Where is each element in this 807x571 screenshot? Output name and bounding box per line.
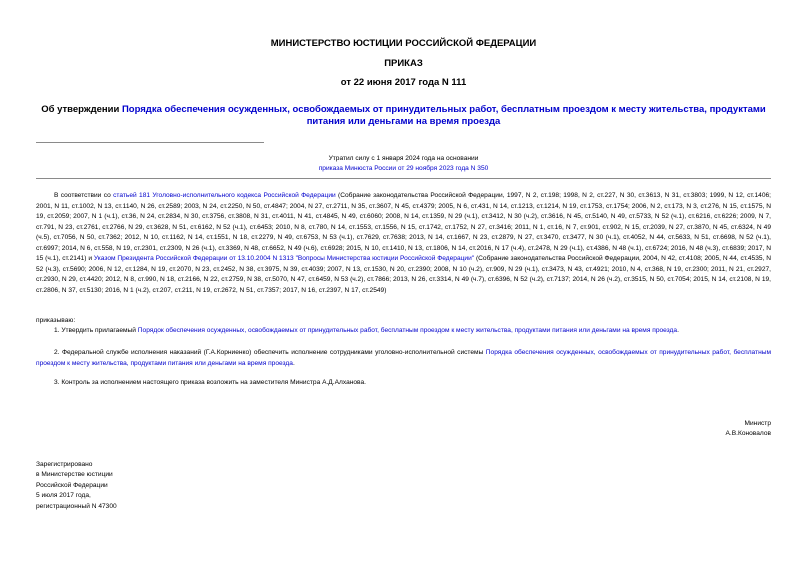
registration-block [36, 460, 117, 512]
preamble-paragraph [36, 191, 771, 296]
registration-line-4: 5 июля 2017 года, [36, 492, 91, 500]
document-title [36, 104, 771, 128]
document-type: ПРИКАЗ [384, 58, 423, 69]
order-word: приказываю: [36, 317, 76, 324]
registration-line-2: в Министерстве юстиции [36, 471, 113, 479]
separator-short [36, 142, 264, 143]
item-3: 3. Контроль за исполнением настоящего приказа возложить на заместителя Министра А.Д.Алханова. [54, 379, 366, 386]
item-2-prefix: 2. Федеральной службе исполнения наказаний (Г.А.Корниенко) обеспечить исполнение сотрудниками уголовно-исполнительной системы [54, 349, 486, 356]
registration-line-3: Российской Федерации [36, 481, 108, 489]
title-prefix: Об утверждении [41, 104, 122, 115]
separator-full [36, 178, 771, 179]
ministry-heading: МИНИСТЕРСТВО ЮСТИЦИИ РОССИЙСКОЙ ФЕДЕРАЦИИ [270, 38, 537, 49]
item-1-prefix: 1. Утвердить прилагаемый [54, 327, 138, 334]
item-1-procedure-link[interactable]: Порядок обеспечения осужденных, освобождаемых от принудительных работ, бесплатным проездом к месту жительства, продуктами питания или деньгами на время проезда [137, 327, 678, 334]
item-2 [36, 348, 771, 369]
document-date-number: от 22 июня 2017 года N 111 [340, 77, 467, 88]
item-1-suffix: . [677, 327, 679, 334]
signature-role: Министр [744, 420, 771, 427]
status-text: Утратил силу с 1 января 2024 года на основании [328, 155, 479, 162]
preamble-intro: В соответствии со [54, 192, 114, 199]
presidential-decree-link[interactable]: Указом Президента Российской Федерации от 13.10.2004 N 1313 "Вопросы Министерства юстиции Российской Федерации" [93, 255, 475, 262]
preamble-citations-2: (Собрание законодательства Российской Федерации, 2004, N 42, ст.4108; 2005, N 44, ст.4535, N 52 (ч.3), ст.5690; 2006, N 12, ст.1284, N 19, ст.2070, N 23, ст.2452, N 38, ст.3975, N 39, ст.4039; 2007, N 13, ст.1530, N 20, ст.2390; 2008, N 10 (ч.2), ст.909, N 29 (ч.1), ст.3473, N 43, ст.4921; 2010, N 4, ст.368, N 19, ст.2300; 2011, N 21, ст.2927, ст.2930, N 29, ст.4420; 2012, N 8, ст.990, N 18, ст.2166, N 22, ст.2759, N 38, ст.5070, N 47, ст.6459, N 53 (ч.2), ст.7866; 2013, N 26, ст.3314, N 49 (ч.7), ст.6396, N 52 (ч.2), ст.7137; 2014, N 26 (ч.2), ст.3515, N 50, ст.7054; 2015, N 14, ст.2108, N 19, ст.2806, N 37, ст.5130; 2016, N 1 (ч.2), ст.207, ст.211, N 19, ст.2672, N 51, ст.7357; 2017, N 16, ст.2397, N 17, ст.2549) [36, 255, 771, 294]
status-repeal-link[interactable]: приказа Минюста России от 29 ноября 2023 года N 350 [318, 165, 489, 172]
registration-line-1: Зарегистрировано [36, 461, 93, 468]
item-2-suffix: . [292, 359, 295, 367]
penal-code-link[interactable]: статьей 181 Уголовно-исполнительного кодекса Российской Федерации [113, 192, 336, 199]
title-procedure-link[interactable]: Порядка обеспечения осужденных, освобождаемых от принудительных работ, бесплатным проездом к месту жительства, продуктами питания или деньгами на время проезда [121, 104, 766, 127]
signature-block [726, 419, 771, 439]
item-1 [36, 326, 771, 337]
registration-line-5: регистрационный N 47300 [36, 502, 117, 510]
status-note [36, 154, 771, 174]
preamble-citations-1: (Собрание законодательства Российской Федерации, 1997, N 2, ст.198; 1998, N 2, ст.227, N 30, ст.3613, N 31, ст.3803; 1999, N 12, ст.1406; 2001, N 11, ст.1002, N 13, ст.1140, N 26, ст.2589; 2003, N 24, ст.2250, N 50, ст.4847; 2004, N 27, ст.2711, N 35, ст.3607, N 45, ст.4379; 2005, N 6, ст.431, N 14, ст.1213, ст.1214, N 19, ст.1753, ст.1754; 2006, N 2, ст.173, N 3, ст.276, N 15, ст.1575, N 19, ст.2059; 2007, N 1 (ч.1), ст.36, N 24, ст.2834, N 30, ст.3756, ст.3808, N 31, ст.4011, N 41, ст.4845, N 49, ст.6060; 2008, N 14, ст.1359, N 29 (ч.1), ст.3412, N 30 (ч.2), ст.3616, N 45, ст.5140, N 49, ст.5733, N 52 (ч.1), ст.6216, ст.6226; 2009, N 7, ст.791, N 23, ст.2761, ст.2766, N 29, ст.3628, N 51, ст.6162, N 52 (ч.1), ст.6453; 2010, N 8, ст.780, N 14, ст.1553, ст.1556, N 15, ст.1742, ст.1752, N 27, ст.3416; 2011, N 1, ст.16, N 7, ст.901, ст.902, N 15, ст.2039, N 27, ст.3870, N 45, ст.6324, N 49 (ч.5), ст.7056, N 50, ст.7362; 2012, N 10, ст.1162, N 14, ст.1551, N 18, ст.2279, N 49, ст.6753, N 53 (ч.1), ст.7629, ст.7638; 2013, N 14, ст.1667, N 23, ст.2879, N 27, ст.3470, ст.3477, N 30 (ч.1), ст.4052, N 44, ст.5633, N 51, ст.6698, N 52 (ч.1), ст.6997; 2014, N 6, ст.558, N 19, ст.2301, ст.2309, N 26 (ч.1), ст.3369, N 48, ст.6652, N 49 (ч.6), ст.6928; 2015, N 10, ст.1410, N 13, ст.1806, N 14, ст.2016, N 17 (ч.4), ст.2478, N 29 (ч.1), ст.4386, N 48 (ч.1), ст.6724; 2016, N 48 (ч.3), ст.6839; 2017, N 15 (ч.1), ст.2141) и [36, 192, 771, 262]
signature-name: А.В.Коновалов [725, 430, 771, 437]
item-2-procedure-link[interactable]: Порядка обеспечения осужденных, освобождаемых от принудительных работ, бесплатным проездом к месту жительства, продуктами питания или деньгами на время проезда [36, 349, 771, 367]
